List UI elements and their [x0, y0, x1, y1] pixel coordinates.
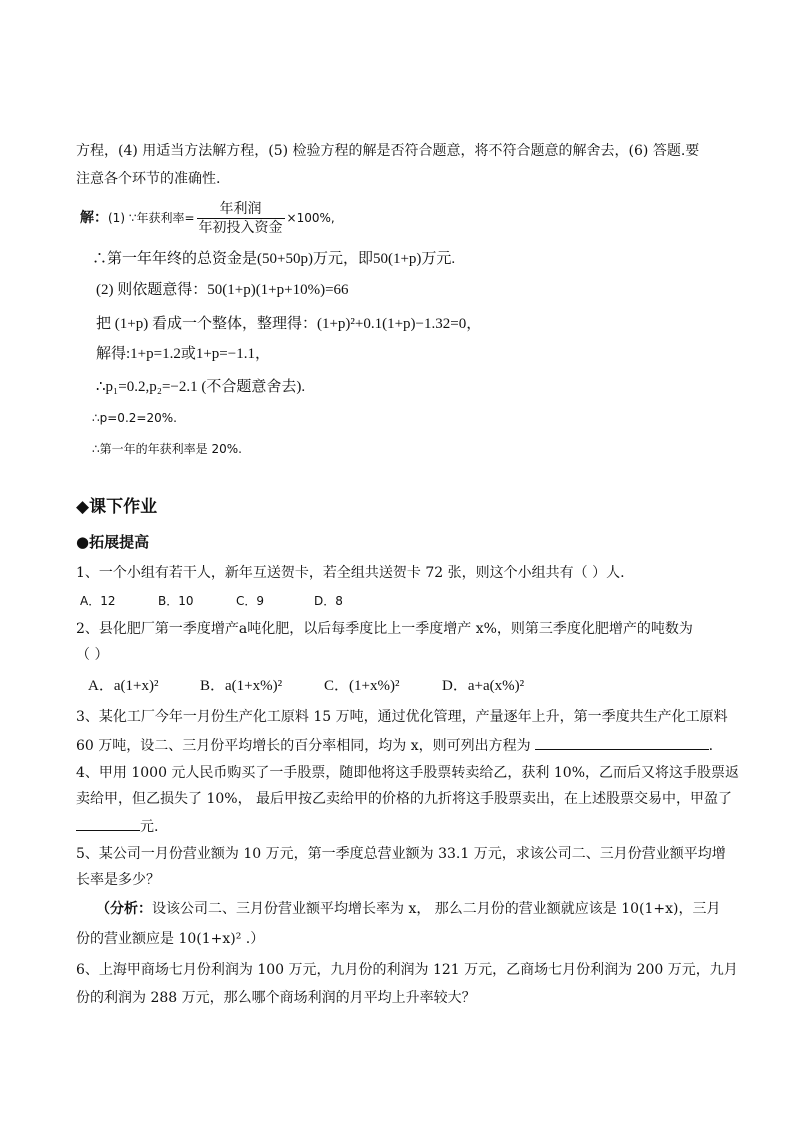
q2-option-a: A．a(1+x)²	[88, 678, 159, 694]
analysis-label: （分析：	[96, 901, 152, 917]
question-4-line-3	[76, 816, 158, 836]
solution-part1	[80, 198, 335, 238]
question-2-text: 2、县化肥厂第一季度增产a吨化肥，以后每季度比上一季度增产 x%，则第三季度化肥增产的吨数为	[76, 621, 693, 637]
question-4-line-3-end: 元.	[140, 819, 159, 835]
question-6-line-1: 6、上海甲商场七月份利润为 100 万元，九月份的利润为 121 万元，乙商场七月份利润为 200 万元，九月	[76, 962, 738, 978]
question-4-line-2: 卖给甲，但乙损失了 10%， 最后甲按乙卖给甲的价格的九折将这手股票卖出，在上述股票交易中，甲盈了	[76, 791, 733, 807]
question-5-analysis-2: 份的营业额应是 10(1+x)² .）	[76, 931, 265, 947]
question-2-options	[88, 677, 524, 695]
question-3-end: .	[708, 738, 714, 754]
question-5-line-1: 5、某公司一月份营业额为 10 万元，第一季度总营业额为 33.1 万元，求该公司二、三月份营业额平均增	[76, 846, 726, 862]
homework-subtitle: ●拓展提高	[76, 533, 150, 551]
solution-equation: (2) 则依题意得：50(1+p)(1+p+10%)=66	[96, 282, 349, 298]
intro-line-1: 方程，(4) 用适当方法解方程，(5) 检验方程的解是否符合题意，将不符合题意的解舍去，(6) 答题.要	[76, 143, 700, 159]
question-1-options	[80, 592, 343, 610]
fraction-denominator: 年初投入资金	[198, 220, 283, 236]
solution-solve: 解得:1+p=1.2或1+p=−1.1，	[96, 346, 270, 362]
q1-option-d: D．8	[314, 594, 343, 608]
q1-option-a: A．12	[80, 594, 116, 608]
question-5-line-2: 长率是多少？	[76, 872, 160, 888]
solution-part1-suffix: ×100%,	[286, 211, 335, 225]
profit-rate-fraction	[197, 200, 285, 237]
q3-answer-blank[interactable]	[535, 735, 709, 750]
question-4-line-1: 4、甲用 1000 元人民币购买了一手股票，随即他将这手股票转卖给乙，获利 10%，乙而后又将这手股票返	[76, 765, 740, 781]
q1-option-b: B．10	[158, 594, 194, 608]
analysis-text-1: 设该公司二、三月份营业额平均增长率为 x， 那么二月份的营业额就应该是 10(1+x)，三月	[152, 901, 721, 917]
question-5-analysis-1	[96, 900, 721, 918]
question-6-line-2: 份的利润为 288 万元，那么哪个商场利润的月平均上升率较大？	[76, 990, 476, 1006]
q2-option-d: D．a+a(x%)²	[442, 678, 525, 694]
q4-answer-blank[interactable]	[76, 816, 140, 831]
solution-p-value: ∴p=0.2=20%.	[92, 411, 177, 425]
fraction-numerator: 年利润	[197, 200, 285, 219]
solution-answer: ∴第一年的年获利率是 20%.	[92, 442, 242, 456]
question-1-text: 1、一个小组有若干人，新年互送贺卡，若全组共送贺卡 72 张，则这个小组共有（ ）人.	[76, 565, 625, 581]
homework-title: ◆课下作业	[76, 497, 158, 517]
solution-part1-prefix: (1) ∵年获利率=	[108, 211, 195, 225]
solution-label: 解：	[80, 210, 108, 226]
solution-total-capital: ∴第一年年终的总资金是(50+50p)万元，即50(1+p)万元.	[92, 251, 456, 267]
question-3-line-1: 3、某化工厂今年一月份生产化工原料 15 万吨，通过优化管理，产量逐年上升，第一季度共生产化工原料	[76, 709, 728, 725]
solution-whole-substitution: 把 (1+p) 看成一个整体，整理得：(1+p)²+0.1(1+p)−1.32=0，	[96, 316, 482, 332]
question-3-line-2-text: 60 万吨，设二、三月份平均增长的百分率相同，均为 x，则可列出方程为	[76, 738, 531, 754]
solution-roots: ∴p₁=0.2,p₂=−2.1 (不合题意舍去).	[96, 379, 306, 395]
q2-option-c: C．(1+x%)²	[324, 678, 400, 694]
q2-option-b: B．a(1+x%)²	[200, 678, 283, 694]
intro-line-2: 注意各个环节的准确性.	[76, 171, 221, 187]
question-2-paren: （ ）	[76, 647, 109, 663]
question-3-line-2	[76, 735, 713, 755]
q1-option-c: C．9	[236, 594, 265, 608]
